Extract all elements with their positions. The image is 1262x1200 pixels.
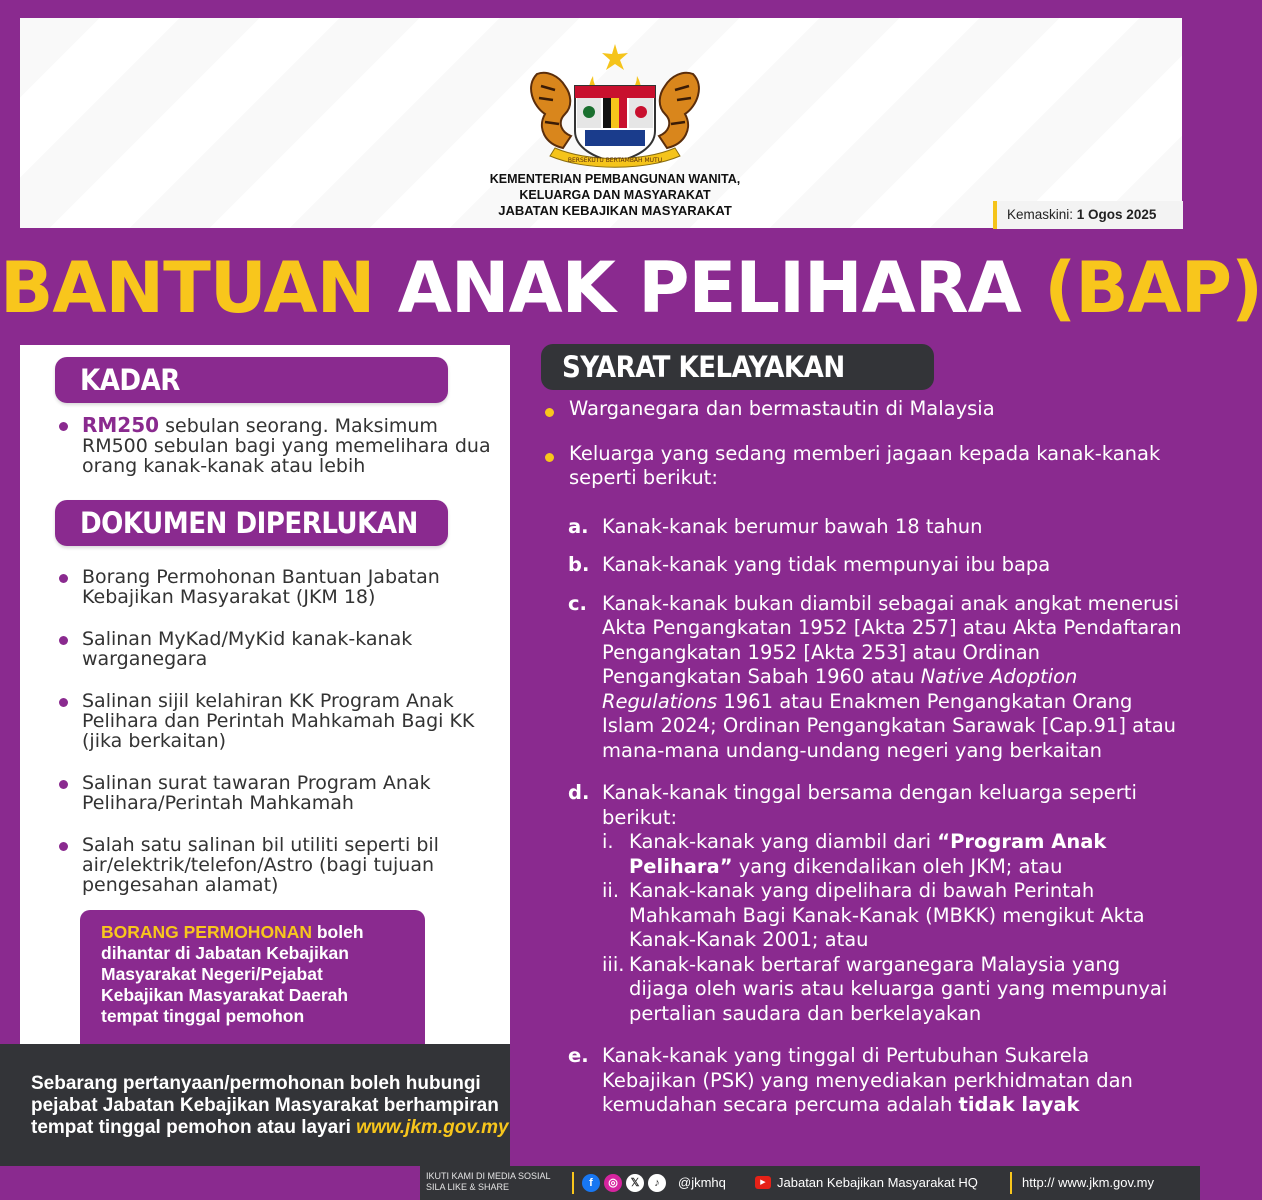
updated-label: Kemaskini: [1007, 207, 1074, 222]
dokumen-item: Salinan surat tawaran Program Anak Pelihara/Perintah Mahkamah [58, 773, 508, 813]
syarat-bullet-2: Keluarga yang sedang memberi jagaan kepada kanak-kanak seperti berikut: [545, 442, 1185, 491]
svg-text:BERSEKUTU BERTAMBAH MUTU: BERSEKUTU BERTAMBAH MUTU [567, 157, 663, 164]
item-label: b. [568, 553, 590, 576]
kadar-list [58, 415, 498, 498]
coat-of-arms-icon [515, 36, 715, 176]
instagram-icon[interactable]: ◎ [604, 1174, 622, 1192]
item-text: Kanak-kanak yang tinggal di Pertubuhan Sukarela Kebajikan (PSK) yang menyediakan perkhidmatan dan kemudahan secara percuma adalah [602, 1044, 1133, 1116]
updated-date: 1 Ogos 2025 [1076, 207, 1157, 222]
dokumen-item: Borang Permohonan Bantuan Jabatan Kebajikan Masyarakat (JKM 18) [58, 567, 508, 607]
syarat-item-c [545, 592, 1185, 764]
follow-line-2: SILA LIKE & SHARE [426, 1182, 510, 1192]
syarat-content [545, 397, 1185, 1132]
youtube-channel[interactable]: Jabatan Kebajikan Masyarakat HQ [777, 1175, 978, 1190]
subitem-text: yang dikendalikan oleh JKM; atau [732, 854, 1063, 878]
social-handle[interactable]: @jkmhq [678, 1175, 726, 1190]
divider [572, 1172, 574, 1194]
application-notice [80, 910, 425, 1045]
syarat-subitem-iii [602, 953, 1185, 1027]
item-text: Kanak-kanak bukan diambil sebagai anak angkat menerusi Akta Pengangkatan 1952 [Akta 257] atau Akta Pendaftaran Pengangkatan 1952 [Akta 253] atau Ordinan Pengangkatan Sabah 1960 atau [602, 591, 1182, 688]
item-text: Kanak-kanak yang tidak mempunyai ibu bapa [602, 553, 1051, 576]
header-banner [20, 18, 1182, 228]
subitem-label: i. [602, 830, 614, 853]
syarat-item-b [545, 553, 1185, 578]
subitem-text-bold: “Program Anak Pelihara” [629, 830, 1107, 878]
ministry-name [440, 171, 790, 219]
kadar-item [58, 415, 498, 476]
notice-highlight: BORANG PERMOHONAN [101, 922, 312, 942]
syarat-subitem-ii [602, 879, 1185, 953]
syarat-item-d [545, 781, 1185, 1026]
item-label: e. [568, 1044, 589, 1067]
ministry-line-1: KEMENTERIAN PEMBANGUNAN WANITA, [489, 172, 741, 186]
syarat-subitem-i [602, 830, 1185, 879]
social-icons [582, 1174, 666, 1192]
item-text: 1961 atau Enakmen Pengangkatan Orang Islam 2024; Ordinan Pengangkatan Sarawak [Cap.91] atau mana-mana undang-undang negeri yang berkaitan [602, 689, 1177, 762]
facebook-icon[interactable]: f [582, 1174, 600, 1192]
item-text: Kanak-kanak tinggal bersama dengan keluarga seperti berikut: [602, 781, 1137, 829]
syarat-heading: SYARAT KELAYAKAN [541, 344, 934, 390]
item-text: Kanak-kanak berumur bawah 18 tahun [602, 514, 983, 538]
subitem-label: ii. [602, 879, 620, 902]
kadar-text: sebulan seorang. Maksimum RM500 sebulan bagi yang memelihara dua orang kanak-kanak atau lebih [82, 415, 491, 477]
item-text-bold: tidak layak [958, 1093, 1080, 1116]
kadar-heading: KADAR [55, 357, 448, 403]
item-label: a. [568, 514, 589, 538]
dokumen-item: Salinan MyKad/MyKid kanak-kanak warganegara [58, 629, 508, 669]
contact-box [0, 1044, 510, 1166]
page-title [0, 243, 1262, 333]
divider [1010, 1172, 1012, 1194]
contact-text: Sebarang pertanyaan/permohonan boleh hubungi pejabat Jabatan Kebajikan Masyarakat berhampiran tempat tinggal pemohon atau layari [31, 1073, 499, 1138]
dokumen-list [58, 567, 508, 917]
dokumen-item: Salah satu salinan bil utiliti seperti bil air/elektrik/telefon/Astro (bagi tujuan pengesahan alamat) [58, 835, 508, 895]
contact-link[interactable]: www.jkm.gov.my [356, 1117, 509, 1138]
dokumen-item: Salinan sijil kelahiran KK Program Anak Pelihara dan Perintah Mahkamah Bagi KK (jika berkaitan) [58, 691, 508, 751]
updated-badge [993, 201, 1183, 229]
left-panel [20, 345, 510, 1045]
x-twitter-icon[interactable]: 𝕏 [626, 1174, 644, 1192]
item-text-italic: Native Adoption Regulations [602, 665, 1078, 713]
follow-us-label [426, 1171, 551, 1193]
youtube-icon[interactable]: ▶ [755, 1176, 771, 1189]
subitem-text: Kanak-kanak yang diambil dari [629, 830, 938, 853]
notice-text: boleh dihantar di Jabatan Kebajikan Masyarakat Negeri/Pejabat Kebajikan Masyarakat Daerah tempat tinggal pemohon [101, 922, 364, 1026]
ministry-line-2: KELUARGA DAN MASYARAKAT [519, 188, 711, 202]
kadar-amount: RM250 [82, 413, 160, 437]
title-part-1: BANTUAN [0, 247, 375, 329]
tiktok-icon[interactable]: ♪ [648, 1174, 666, 1192]
item-label: d. [568, 781, 590, 804]
subitem-text: Kanak-kanak yang dipelihara di bawah Perintah Mahkamah Bagi Kanak-Kanak (MBKK) mengikut Akta Kanak-Kanak 2001; atau [629, 879, 1145, 951]
title-part-3: (BAP) [1044, 247, 1262, 329]
item-label: c. [568, 591, 587, 615]
syarat-bullet-1: Warganegara dan bermastautin di Malaysia [545, 397, 1185, 422]
social-footer [420, 1166, 1200, 1200]
title-part-2: ANAK PELIHARA [397, 247, 1021, 329]
subitem-text: Kanak-kanak bertaraf warganegara Malaysia yang dijaga oleh waris atau keluarga ganti yang mempunyai pertalian saudara dan berkelayakan [629, 952, 1168, 1025]
syarat-item-e [545, 1044, 1185, 1118]
follow-line-1: IKUTI KAMI DI MEDIA SOSIAL [426, 1171, 551, 1181]
subitem-label: iii. [602, 952, 625, 976]
dokumen-heading: DOKUMEN DIPERLUKAN [55, 500, 448, 546]
website-url[interactable]: http:// www.jkm.gov.my [1022, 1175, 1154, 1190]
syarat-item-a [545, 515, 1185, 540]
department-name: JABATAN KEBAJIKAN MASYARAKAT [498, 203, 732, 218]
